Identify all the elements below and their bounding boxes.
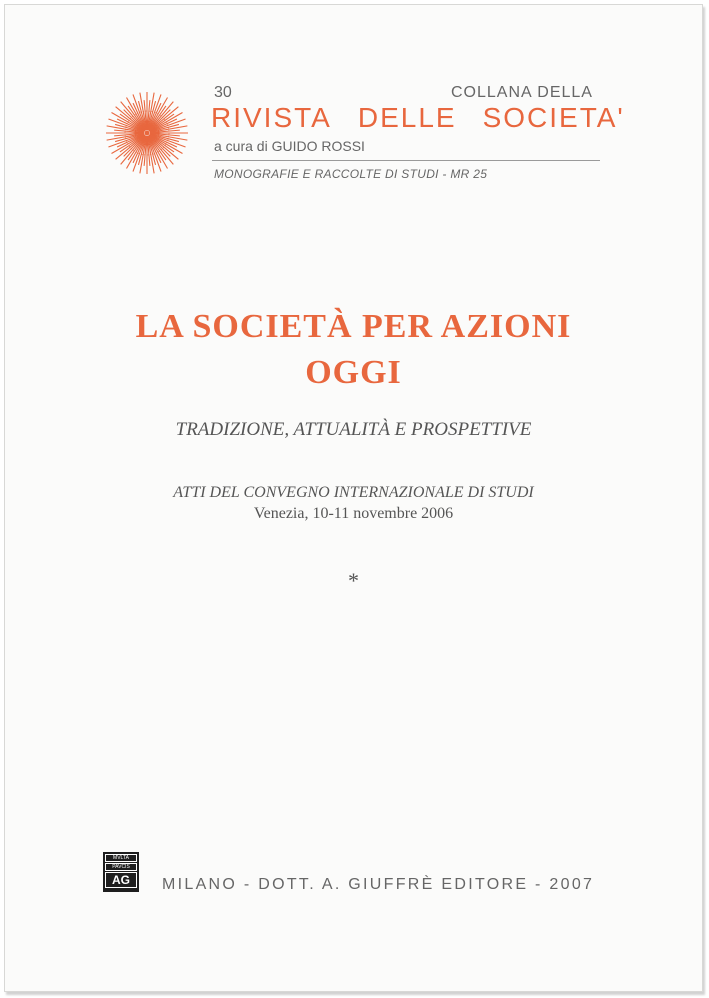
book-cover bbox=[4, 4, 703, 992]
series-number: 30 bbox=[214, 84, 232, 101]
series-title-word-1: RIVISTA bbox=[211, 102, 332, 133]
subseries-label: MONOGRAFIE E RACCOLTE DI STUDI - MR 25 bbox=[214, 167, 488, 181]
series-title-word-2: DELLE bbox=[357, 102, 457, 133]
series-title-word-3: SOCIETA' bbox=[482, 102, 625, 133]
sunburst-logo-icon bbox=[105, 91, 189, 175]
divider bbox=[212, 160, 600, 161]
publisher-logo-initials: AG bbox=[105, 872, 137, 888]
book-title-line-1: LA SOCIETÀ PER AZIONI bbox=[135, 308, 572, 345]
series-title bbox=[211, 102, 625, 134]
book-title-line-2: OGGI bbox=[305, 354, 402, 391]
publisher-imprint: MILANO - DOTT. A. GIUFFRÈ EDITORE - 2007 bbox=[162, 876, 595, 893]
publisher-logo-line-2: PAVCIS bbox=[105, 863, 137, 871]
publisher-logo bbox=[103, 852, 139, 892]
volume-mark: * bbox=[348, 568, 359, 593]
publisher-logo-line-1: MVLTA bbox=[105, 854, 137, 862]
series-editor: a cura di GUIDO ROSSI bbox=[214, 138, 365, 154]
conference-venue-date: Venezia, 10-11 novembre 2006 bbox=[253, 505, 454, 522]
book-subtitle: TRADIZIONE, ATTUALITÀ E PROSPETTIVE bbox=[175, 419, 532, 440]
series-label: COLLANA DELLA bbox=[451, 84, 593, 101]
proceedings-label: ATTI DEL CONVEGNO INTERNAZIONALE DI STUDI bbox=[173, 484, 534, 501]
